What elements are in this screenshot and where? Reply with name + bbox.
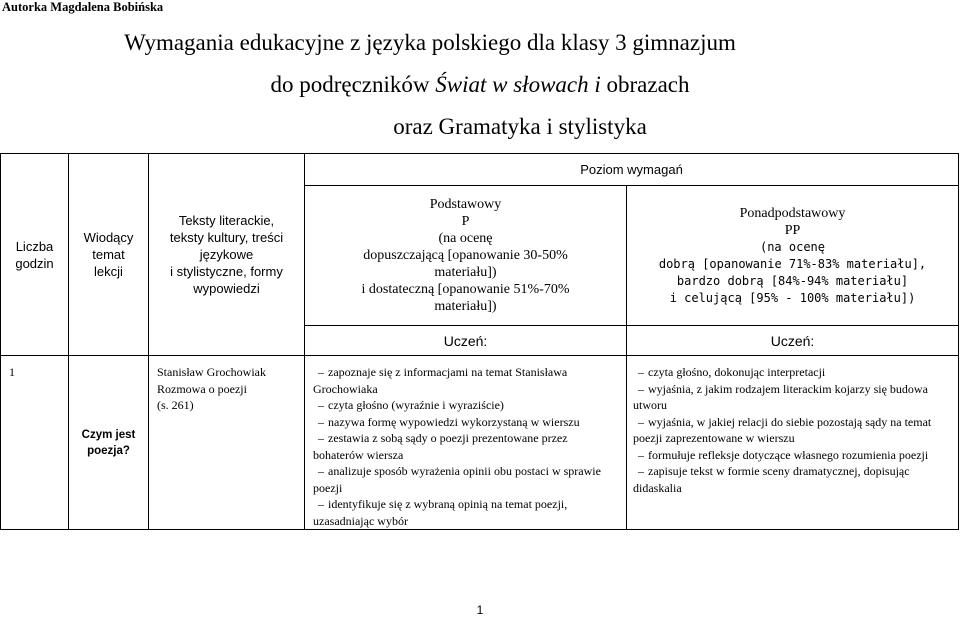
row1-advanced xyxy=(627,356,959,530)
uczen-basic: Uczeń: xyxy=(305,326,627,356)
dash-mark: – xyxy=(318,414,324,429)
header-texts-l4: i stylistyczne, formy xyxy=(170,264,283,279)
title-line-2 xyxy=(0,70,960,100)
title-line-2-b: obrazach xyxy=(600,72,690,97)
row1-hours: 1 xyxy=(1,356,69,530)
dash-mark: – xyxy=(318,398,324,412)
basic-item-3: nazywa formę wypowiedzi wykorzystaną w wierszu xyxy=(328,414,580,429)
title-line-1: Wymagania edukacyjne z języka polskiego dla klasy 3 gimnazjum xyxy=(124,30,736,55)
header-texts-l3: językowe xyxy=(199,247,254,262)
advanced-l4: dobrą [opanowanie 71%-83% materiału], xyxy=(658,256,927,271)
dash-mark: – xyxy=(638,365,644,379)
header-texts-l1: Teksty literackie, xyxy=(178,213,275,228)
dash-mark: – xyxy=(318,464,324,478)
dash-mark: – xyxy=(638,414,644,429)
basic-l1: Podstawowy xyxy=(429,197,502,212)
advanced-item-4: formułuje refleksje dotyczące własnego rozumienia poezji xyxy=(648,447,929,462)
advanced-l5: bardzo dobrą [84%-94% materiału] xyxy=(676,273,909,288)
header-hours-l1: Liczba xyxy=(15,238,54,254)
advanced-l2: PP xyxy=(784,222,801,238)
advanced-l3: (na ocenę xyxy=(759,239,826,254)
row1-text-l2: Rozmowa o poezji xyxy=(157,381,247,396)
basic-item-6: identyfikuje się z wybraną opinią na temat poezji, uzasadniając wybór xyxy=(313,497,568,528)
basic-l3: (na ocenę xyxy=(438,231,493,246)
header-hours-l2: godzin xyxy=(15,255,54,271)
requirements-table xyxy=(0,153,959,530)
page-number: 1 xyxy=(476,603,484,617)
basic-l4: dopuszczającą [opanowanie 30-50% xyxy=(363,248,568,263)
advanced-item-1: czyta głośno, dokonując interpretacji xyxy=(648,365,826,379)
header-basic xyxy=(305,186,627,326)
list-item xyxy=(633,463,952,496)
advanced-requirements-list xyxy=(633,364,952,496)
row1-topic-l1: Czym jest xyxy=(81,428,136,441)
advanced-l1: Ponadpodstawowy xyxy=(739,205,846,221)
list-item xyxy=(313,397,620,414)
advanced-item-3: wyjaśnia, w jakiej relacji do siebie pozostają sądy na temat poezji zaprezentowane w wierszu xyxy=(633,414,932,445)
row1-topic-l2: poezja? xyxy=(87,444,130,457)
row1-text-l1: Stanisław Grochowiak xyxy=(157,365,266,379)
header-topic-l1: Wiodący xyxy=(83,230,134,245)
header-advanced xyxy=(627,186,959,326)
dash-mark: – xyxy=(318,431,324,445)
basic-item-1: zapoznaje się z informacjami na temat Stanisława Grochowiaka xyxy=(313,365,568,396)
list-item xyxy=(633,364,952,381)
basic-l6: i dostateczną [opanowanie 51%-70% xyxy=(361,282,570,297)
header-level: Poziom wymagań xyxy=(305,154,959,186)
header-texts xyxy=(149,154,305,356)
title-line-3: oraz Gramatyka i stylistyka xyxy=(393,114,647,139)
dash-mark: – xyxy=(318,497,324,511)
header-topic xyxy=(69,154,149,356)
row1-basic xyxy=(305,356,627,530)
row1-text-l3: (s. 261) xyxy=(157,398,194,412)
row1-topic xyxy=(69,356,149,530)
list-item xyxy=(313,430,620,463)
basic-l2: P xyxy=(461,214,470,229)
advanced-item-5: zapisuje tekst w formie sceny dramatycznej, dopisując didaskalia xyxy=(633,464,910,495)
list-item xyxy=(313,496,620,529)
row1-texts xyxy=(149,356,305,530)
basic-requirements-list xyxy=(313,364,620,529)
dash-mark: – xyxy=(638,447,644,462)
header-hours xyxy=(1,154,69,356)
header-topic-l2: temat xyxy=(92,247,125,262)
basic-item-2: czyta głośno (wyraźnie i wyraziście) xyxy=(328,398,504,412)
list-item xyxy=(313,364,620,397)
advanced-l6: i celującą [95% - 100% materiału]) xyxy=(669,290,916,305)
list-item xyxy=(633,381,952,414)
header-topic-l3: lekcji xyxy=(94,264,123,279)
title-line-2-a: do podręczników xyxy=(270,72,436,97)
basic-l7: materiału]) xyxy=(434,299,497,314)
basic-item-4: zestawia z sobą sądy o poezji prezentowane przez bohaterów wiersza xyxy=(313,431,568,462)
list-item xyxy=(633,414,952,447)
list-item xyxy=(313,414,620,431)
dash-mark: – xyxy=(318,365,324,379)
dash-mark: – xyxy=(638,381,644,396)
basic-l5: materiału]) xyxy=(434,265,497,280)
list-item xyxy=(313,463,620,496)
dash-mark: – xyxy=(638,464,644,478)
advanced-item-2: wyjaśnia, z jakim rodzajem literackim kojarzy się budowa utworu xyxy=(633,381,928,412)
title-book-name: Świat w słowach i xyxy=(435,72,601,97)
header-texts-l5: wypowiedzi xyxy=(193,281,260,296)
uczen-advanced: Uczeń: xyxy=(627,326,959,356)
header-texts-l2: teksty kultury, treści xyxy=(169,230,284,245)
list-item xyxy=(633,447,952,464)
basic-item-5: analizuje sposób wyrażenia opinii obu postaci w sprawie poezji xyxy=(313,464,601,495)
author-line: Autorka Magdalena Bobińska xyxy=(2,0,164,14)
